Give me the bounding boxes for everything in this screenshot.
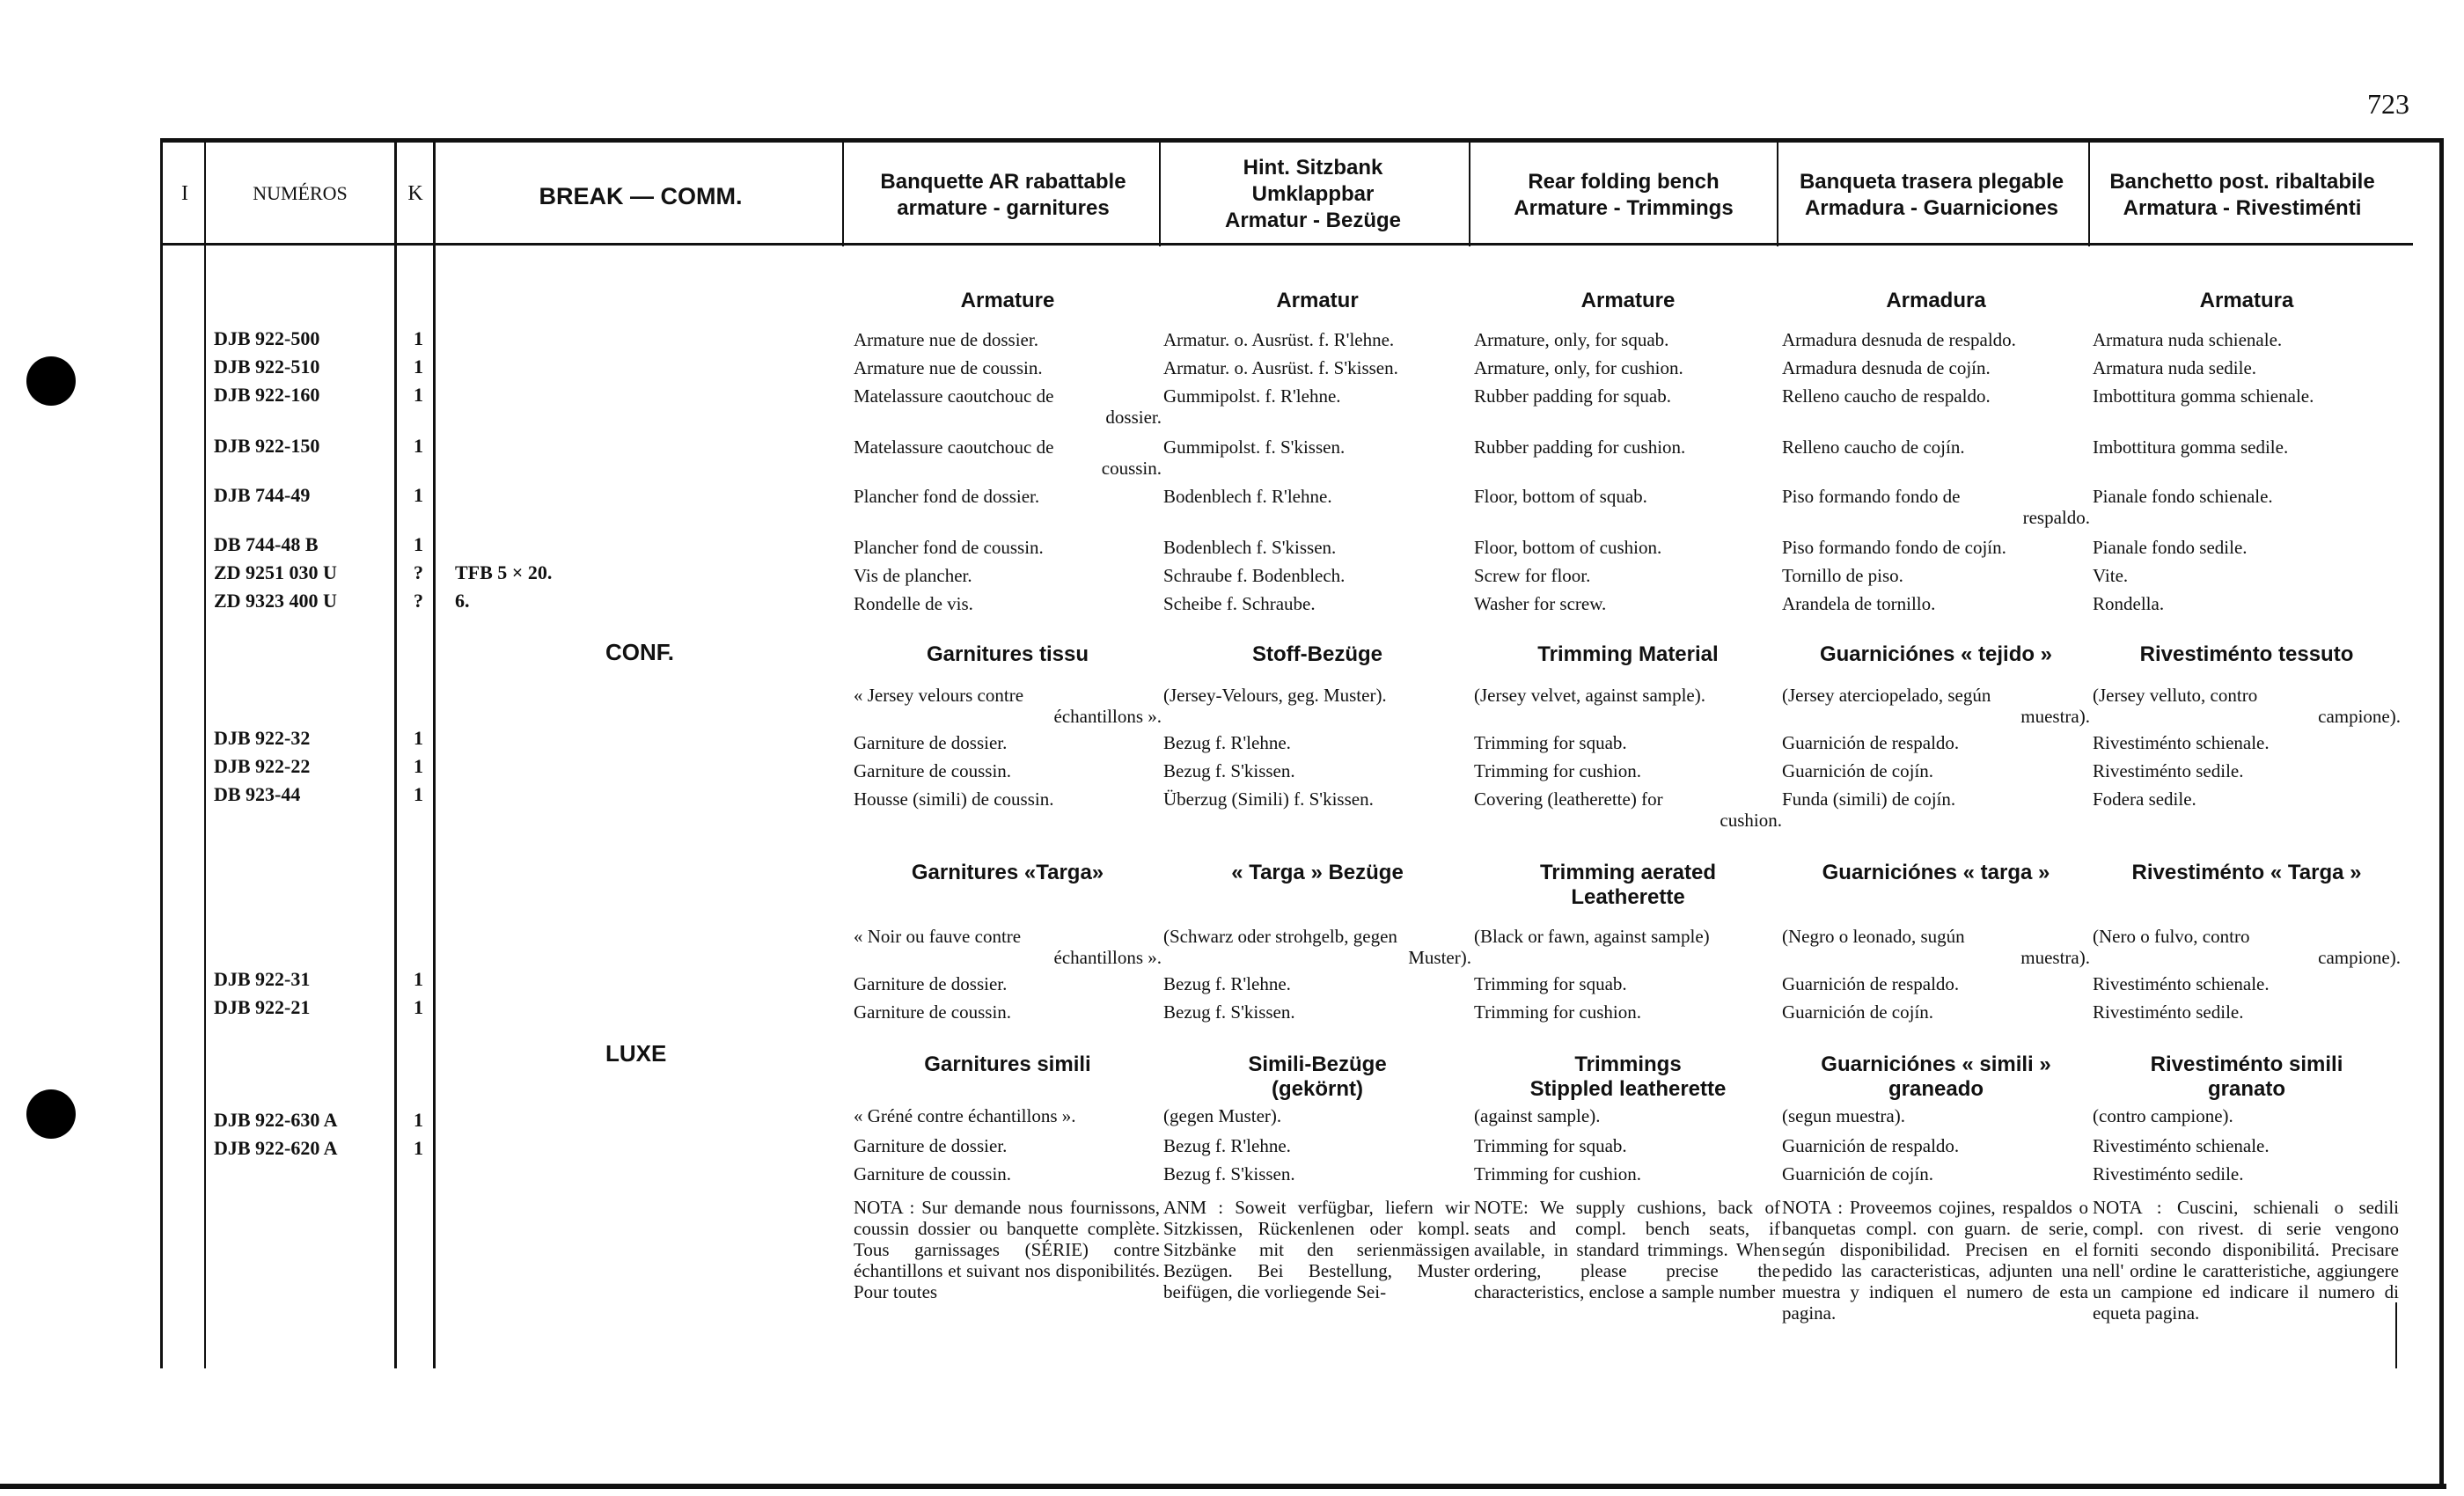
part-quantity: 1 <box>414 327 423 349</box>
part-note: TFB 5 × 20. <box>455 561 553 583</box>
targa-item: (Nero o fulvo, contro campione). <box>2093 926 2401 968</box>
armature-item: Piso formando fondo de respaldo. <box>1782 486 2090 528</box>
tissu-item: Garniture de dossier. <box>854 732 1008 753</box>
part-quantity: ? <box>414 561 423 583</box>
header-lang-1-line-1: Banquette AR rabattable <box>880 170 1126 194</box>
targa-item: Guarnición de cojín. <box>1782 1001 1934 1023</box>
header-lang-1-line-2: armature - garnitures <box>897 196 1110 220</box>
part-quantity: ? <box>414 590 423 612</box>
armature-item: Relleno caucho de respaldo. <box>1782 385 1991 407</box>
simili-item: Rivestiménto sedile. <box>2093 1163 2244 1184</box>
section-title-tissu: Garnitures tissu <box>926 642 1089 666</box>
table-top-border <box>160 138 2444 143</box>
header-numeros: NUMÉROS <box>253 182 348 204</box>
part-quantity: 1 <box>414 1137 423 1159</box>
part-number: DJB 922-620 A <box>214 1137 338 1159</box>
section-title-armature: Armature <box>1580 289 1676 312</box>
part-number: DJB 922-150 <box>214 435 320 457</box>
armature-item: Armatur. o. Ausrüst. f. R'lehne. <box>1163 329 1395 350</box>
part-number: ZD 9251 030 U <box>214 561 337 583</box>
section-title-simili: Trimmings Stippled leatherette <box>1529 1052 1727 1101</box>
targa-item: Trimming for cushion. <box>1474 1001 1641 1023</box>
part-number: DJB 922-510 <box>214 356 320 378</box>
tissu-item: (Jersey aterciopelado, según muestra). <box>1782 685 2090 727</box>
simili-item: (gegen Muster). <box>1163 1105 1282 1126</box>
tissu-item: Housse (simili) de coussin. <box>854 788 1054 810</box>
armature-item: Scheibe f. Schraube. <box>1163 593 1316 614</box>
divider-numeros <box>394 141 397 1368</box>
armature-item: Washer for screw. <box>1474 593 1607 614</box>
armature-item: Rondella. <box>2093 593 2165 614</box>
armature-item: Armatura nuda sedile. <box>2093 357 2257 378</box>
section-title-tissu: Guarniciónes « tejido » <box>1819 642 2053 666</box>
tissu-item: Covering (leatherette) for cushion. <box>1474 788 1782 831</box>
section-title-armature: Armadura <box>1886 289 1986 312</box>
section-title-targa: Trimming aerated Leatherette <box>1539 861 1717 909</box>
part-number: DJB 744-49 <box>214 484 311 506</box>
header-lang-5-line-2: Armatura - Rivestiménti <box>2123 196 2362 220</box>
part-number: DJB 922-32 <box>214 727 311 749</box>
armature-item: Pianale fondo sedile. <box>2093 537 2248 558</box>
part-quantity: 1 <box>414 384 423 406</box>
section-title-targa: « Targa » Bezüge <box>1231 861 1404 884</box>
armature-item: Arandela de tornillo. <box>1782 593 1936 614</box>
footnote: NOTA : Sur demande nous fournissons, coussin dossier ou banquette complète. Tous garnissages (SÉRIE) contre échantillons et suivant nos disponibilités. Pour toutes <box>854 1197 1160 1302</box>
tissu-item: Bezug f. S'kissen. <box>1163 760 1295 781</box>
simili-item: (against sample). <box>1474 1105 1601 1126</box>
footnote: ANM : Soweit verfügbar, liefern wir Sitzkissen, Rückenlenen oder kompl. Sitzbänke mit den serienmässigen Bezügen. Bei Bestellung, Muster beifügen, die vorliegende Sei- <box>1163 1197 1470 1302</box>
section-title-simili: Garnitures simili <box>924 1052 1091 1076</box>
armature-item: Floor, bottom of cushion. <box>1474 537 1662 558</box>
tissu-item: Guarnición de respaldo. <box>1782 732 1960 753</box>
part-quantity: 1 <box>414 783 423 805</box>
part-number: DJB 922-160 <box>214 384 320 406</box>
tissu-item: Guarnición de cojín. <box>1782 760 1934 781</box>
armature-item: Armature, only, for cushion. <box>1474 357 1683 378</box>
targa-item: (Black or fawn, against sample) <box>1474 926 1710 947</box>
simili-item: (segun muestra). <box>1782 1105 1905 1126</box>
divider-i <box>160 141 163 1368</box>
tissu-item: « Jersey velours contre échantillons ». <box>854 685 1162 727</box>
armature-item: Armatura nuda schienale. <box>2093 329 2283 350</box>
armature-item: Matelassure caoutchouc de dossier. <box>854 385 1162 428</box>
section-title-simili: Guarniciónes « simili » graneado <box>1821 1052 2051 1101</box>
section-title-targa: Rivestiménto « Targa » <box>2131 861 2362 884</box>
simili-item: Trimming for cushion. <box>1474 1163 1641 1184</box>
armature-item: Armature nue de dossier. <box>854 329 1038 350</box>
header-lang-4-line-2: Armadura - Guarniciones <box>1804 196 2059 220</box>
binder-hole-top <box>26 356 76 406</box>
footnote: NOTE: We supply cushions, back of seats and compl. bench seats, if available, in standard trimmings. When ordering, please precise the characteristics, enclose a sample number <box>1474 1197 1780 1302</box>
section-title-tissu: Stoff-Bezüge <box>1252 642 1382 666</box>
targa-item: (Negro o leonado, sugún muestra). <box>1782 926 2090 968</box>
armature-item: Relleno caucho de cojín. <box>1782 436 1965 458</box>
header-lang-5-line-1: Banchetto post. ribaltabile <box>2109 170 2375 194</box>
targa-item: Bezug f. S'kissen. <box>1163 1001 1295 1023</box>
part-quantity: 1 <box>414 727 423 749</box>
tissu-item: Rivestiménto schienale. <box>2093 732 2270 753</box>
part-number: DJB 922-21 <box>214 996 311 1018</box>
simili-item: Garniture de dossier. <box>854 1135 1008 1156</box>
part-quantity: 1 <box>414 996 423 1018</box>
part-number: DJB 922-22 <box>214 755 311 777</box>
part-number: DJB 922-31 <box>214 968 311 990</box>
section-title-tissu: Trimming Material <box>1537 642 1719 666</box>
part-number: DB 744-48 B <box>214 533 319 555</box>
targa-item: Garniture de dossier. <box>854 973 1008 994</box>
armature-item: Armature nue de coussin. <box>854 357 1043 378</box>
part-quantity: 1 <box>414 1109 423 1131</box>
targa-item: Rivestiménto schienale. <box>2093 973 2270 994</box>
armature-item: Floor, bottom of squab. <box>1474 486 1647 507</box>
header-lang-2-line-3: Armatur - Bezüge <box>1224 209 1402 232</box>
armature-item: Plancher fond de coussin. <box>854 537 1044 558</box>
part-quantity: 1 <box>414 533 423 555</box>
part-quantity: 1 <box>414 356 423 378</box>
tissu-item: Garniture de coussin. <box>854 760 1012 781</box>
tissu-item: Bezug f. R'lehne. <box>1163 732 1291 753</box>
targa-item: « Noir ou fauve contre échantillons ». <box>854 926 1162 968</box>
armature-item: Plancher fond de dossier. <box>854 486 1040 507</box>
model-label-luxe: LUXE <box>605 1040 667 1067</box>
part-quantity: 1 <box>414 435 423 457</box>
header-lang-3-line-1: Rear folding bench <box>1528 170 1720 194</box>
section-title-simili: Rivestiménto simili granato <box>2150 1052 2343 1101</box>
simili-item: « Gréné contre échantillons ». <box>854 1105 1076 1126</box>
part-quantity: 1 <box>414 968 423 990</box>
armature-item: Pianale fondo schienale. <box>2093 486 2273 507</box>
simili-item: Bezug f. R'lehne. <box>1163 1135 1291 1156</box>
divider-i-inner <box>204 141 206 1368</box>
armature-item: Tornillo de piso. <box>1782 565 1903 586</box>
tissu-item: Fodera sedile. <box>2093 788 2196 810</box>
armature-item: Bodenblech f. R'lehne. <box>1163 486 1332 507</box>
simili-item: Garniture de coussin. <box>854 1163 1012 1184</box>
armature-item: Rubber padding for squab. <box>1474 385 1671 407</box>
armature-item: Piso formando fondo de cojín. <box>1782 537 2006 558</box>
page-number: 723 <box>2367 88 2409 120</box>
armature-item: Screw for floor. <box>1474 565 1591 586</box>
header-k: K <box>407 182 423 205</box>
simili-item: (contro campione). <box>2093 1105 2233 1126</box>
header-lang-3-line-2: Armature - Trimmings <box>1514 196 1734 220</box>
part-number: DJB 922-500 <box>214 327 320 349</box>
model-label-conf: CONF. <box>605 639 674 665</box>
footnote: NOTA : Proveemos cojines, respaldos o banquetas compl. con guarn. de serie, según disponibilidad. Precisen en el pedido las caracteristicas, adjunten una muestra y indiquen el numero de esta pagina. <box>1782 1197 2088 1324</box>
tissu-item: Trimming for squab. <box>1474 732 1627 753</box>
footnote: NOTA : Cuscini, schienali o sedili compl. con rivest. di serie vengono forniti secondo disponibilitá. Precisare nell' ordine le caratteristiche, aggiungere un campione ed indicare il numero di equeta pagina. <box>2093 1197 2399 1324</box>
targa-item: Guarnición de respaldo. <box>1782 973 1960 994</box>
simili-item: Guarnición de respaldo. <box>1782 1135 1960 1156</box>
section-title-armature: Armatura <box>2199 289 2294 312</box>
header-lang-4-line-1: Banqueta trasera plegable <box>1799 170 2064 194</box>
armature-item: Gummipolst. f. S'kissen. <box>1163 436 1346 458</box>
section-title-targa: Garnitures «Targa» <box>911 861 1104 884</box>
section-title-armature: Armature <box>960 289 1055 312</box>
armature-item: Armatur. o. Ausrüst. f. S'kissen. <box>1163 357 1398 378</box>
simili-item: Bezug f. S'kissen. <box>1163 1163 1295 1184</box>
part-number: ZD 9323 400 U <box>214 590 337 612</box>
section-title-armature: Armatur <box>1276 289 1359 312</box>
page-bottom-rule <box>0 1484 2446 1489</box>
armature-item: Schraube f. Bodenblech. <box>1163 565 1346 586</box>
tissu-item: Rivestiménto sedile. <box>2093 760 2244 781</box>
header-lang-2-line-1: Hint. Sitzbank <box>1243 156 1383 180</box>
tissu-item: (Jersey-Velours, geg. Muster). <box>1163 685 1387 706</box>
right-border <box>2439 138 2444 1489</box>
part-note: 6. <box>455 590 470 612</box>
simili-item: Guarnición de cojín. <box>1782 1163 1934 1184</box>
armature-item: Armadura desnuda de respaldo. <box>1782 329 2016 350</box>
armature-item: Vis de plancher. <box>854 565 972 586</box>
part-quantity: 1 <box>414 755 423 777</box>
divider-k <box>433 141 436 1368</box>
header-i: I <box>181 182 188 205</box>
armature-item: Matelassure caoutchouc de coussin. <box>854 436 1162 479</box>
armature-item: Imbottitura gomma schienale. <box>2093 385 2314 407</box>
armature-item: Vite. <box>2093 565 2129 586</box>
targa-item: (Schwarz oder strohgelb, gegen Muster). <box>1163 926 1471 968</box>
part-number: DJB 922-630 A <box>214 1109 338 1131</box>
simili-item: Rivestiménto schienale. <box>2093 1135 2270 1156</box>
targa-item: Rivestiménto sedile. <box>2093 1001 2244 1023</box>
tissu-item: Trimming for cushion. <box>1474 760 1641 781</box>
section-title-simili: Simili-Bezüge (gekörnt) <box>1248 1052 1387 1101</box>
header-model: BREAK — COMM. <box>539 183 743 209</box>
armature-item: Bodenblech f. S'kissen. <box>1163 537 1337 558</box>
armature-item: Imbottitura gomma sedile. <box>2093 436 2289 458</box>
part-number: DB 923-44 <box>214 783 301 805</box>
simili-item: Trimming for squab. <box>1474 1135 1627 1156</box>
targa-item: Garniture de coussin. <box>854 1001 1012 1023</box>
armature-item: Armature, only, for squab. <box>1474 329 1669 350</box>
armature-item: Rubber padding for cushion. <box>1474 436 1686 458</box>
binder-hole-bottom <box>26 1089 76 1139</box>
tissu-item: Funda (simili) de cojín. <box>1782 788 1956 810</box>
armature-item: Gummipolst. f. R'lehne. <box>1163 385 1341 407</box>
header-bottom-rule <box>160 243 2413 246</box>
armature-item: Rondelle de vis. <box>854 593 973 614</box>
section-title-targa: Guarniciónes « targa » <box>1822 861 2050 884</box>
tissu-item: Überzug (Simili) f. S'kissen. <box>1163 788 1374 810</box>
header-lang-2-line-2: Umklappbar <box>1251 182 1375 206</box>
section-title-tissu: Rivestiménto tessuto <box>2139 642 2354 666</box>
targa-item: Trimming for squab. <box>1474 973 1627 994</box>
armature-item: Armadura desnuda de cojín. <box>1782 357 1991 378</box>
targa-item: Bezug f. R'lehne. <box>1163 973 1291 994</box>
part-quantity: 1 <box>414 484 423 506</box>
tissu-item: (Jersey velvet, against sample). <box>1474 685 1705 706</box>
tissu-item: (Jersey velluto, contro campione). <box>2093 685 2401 727</box>
